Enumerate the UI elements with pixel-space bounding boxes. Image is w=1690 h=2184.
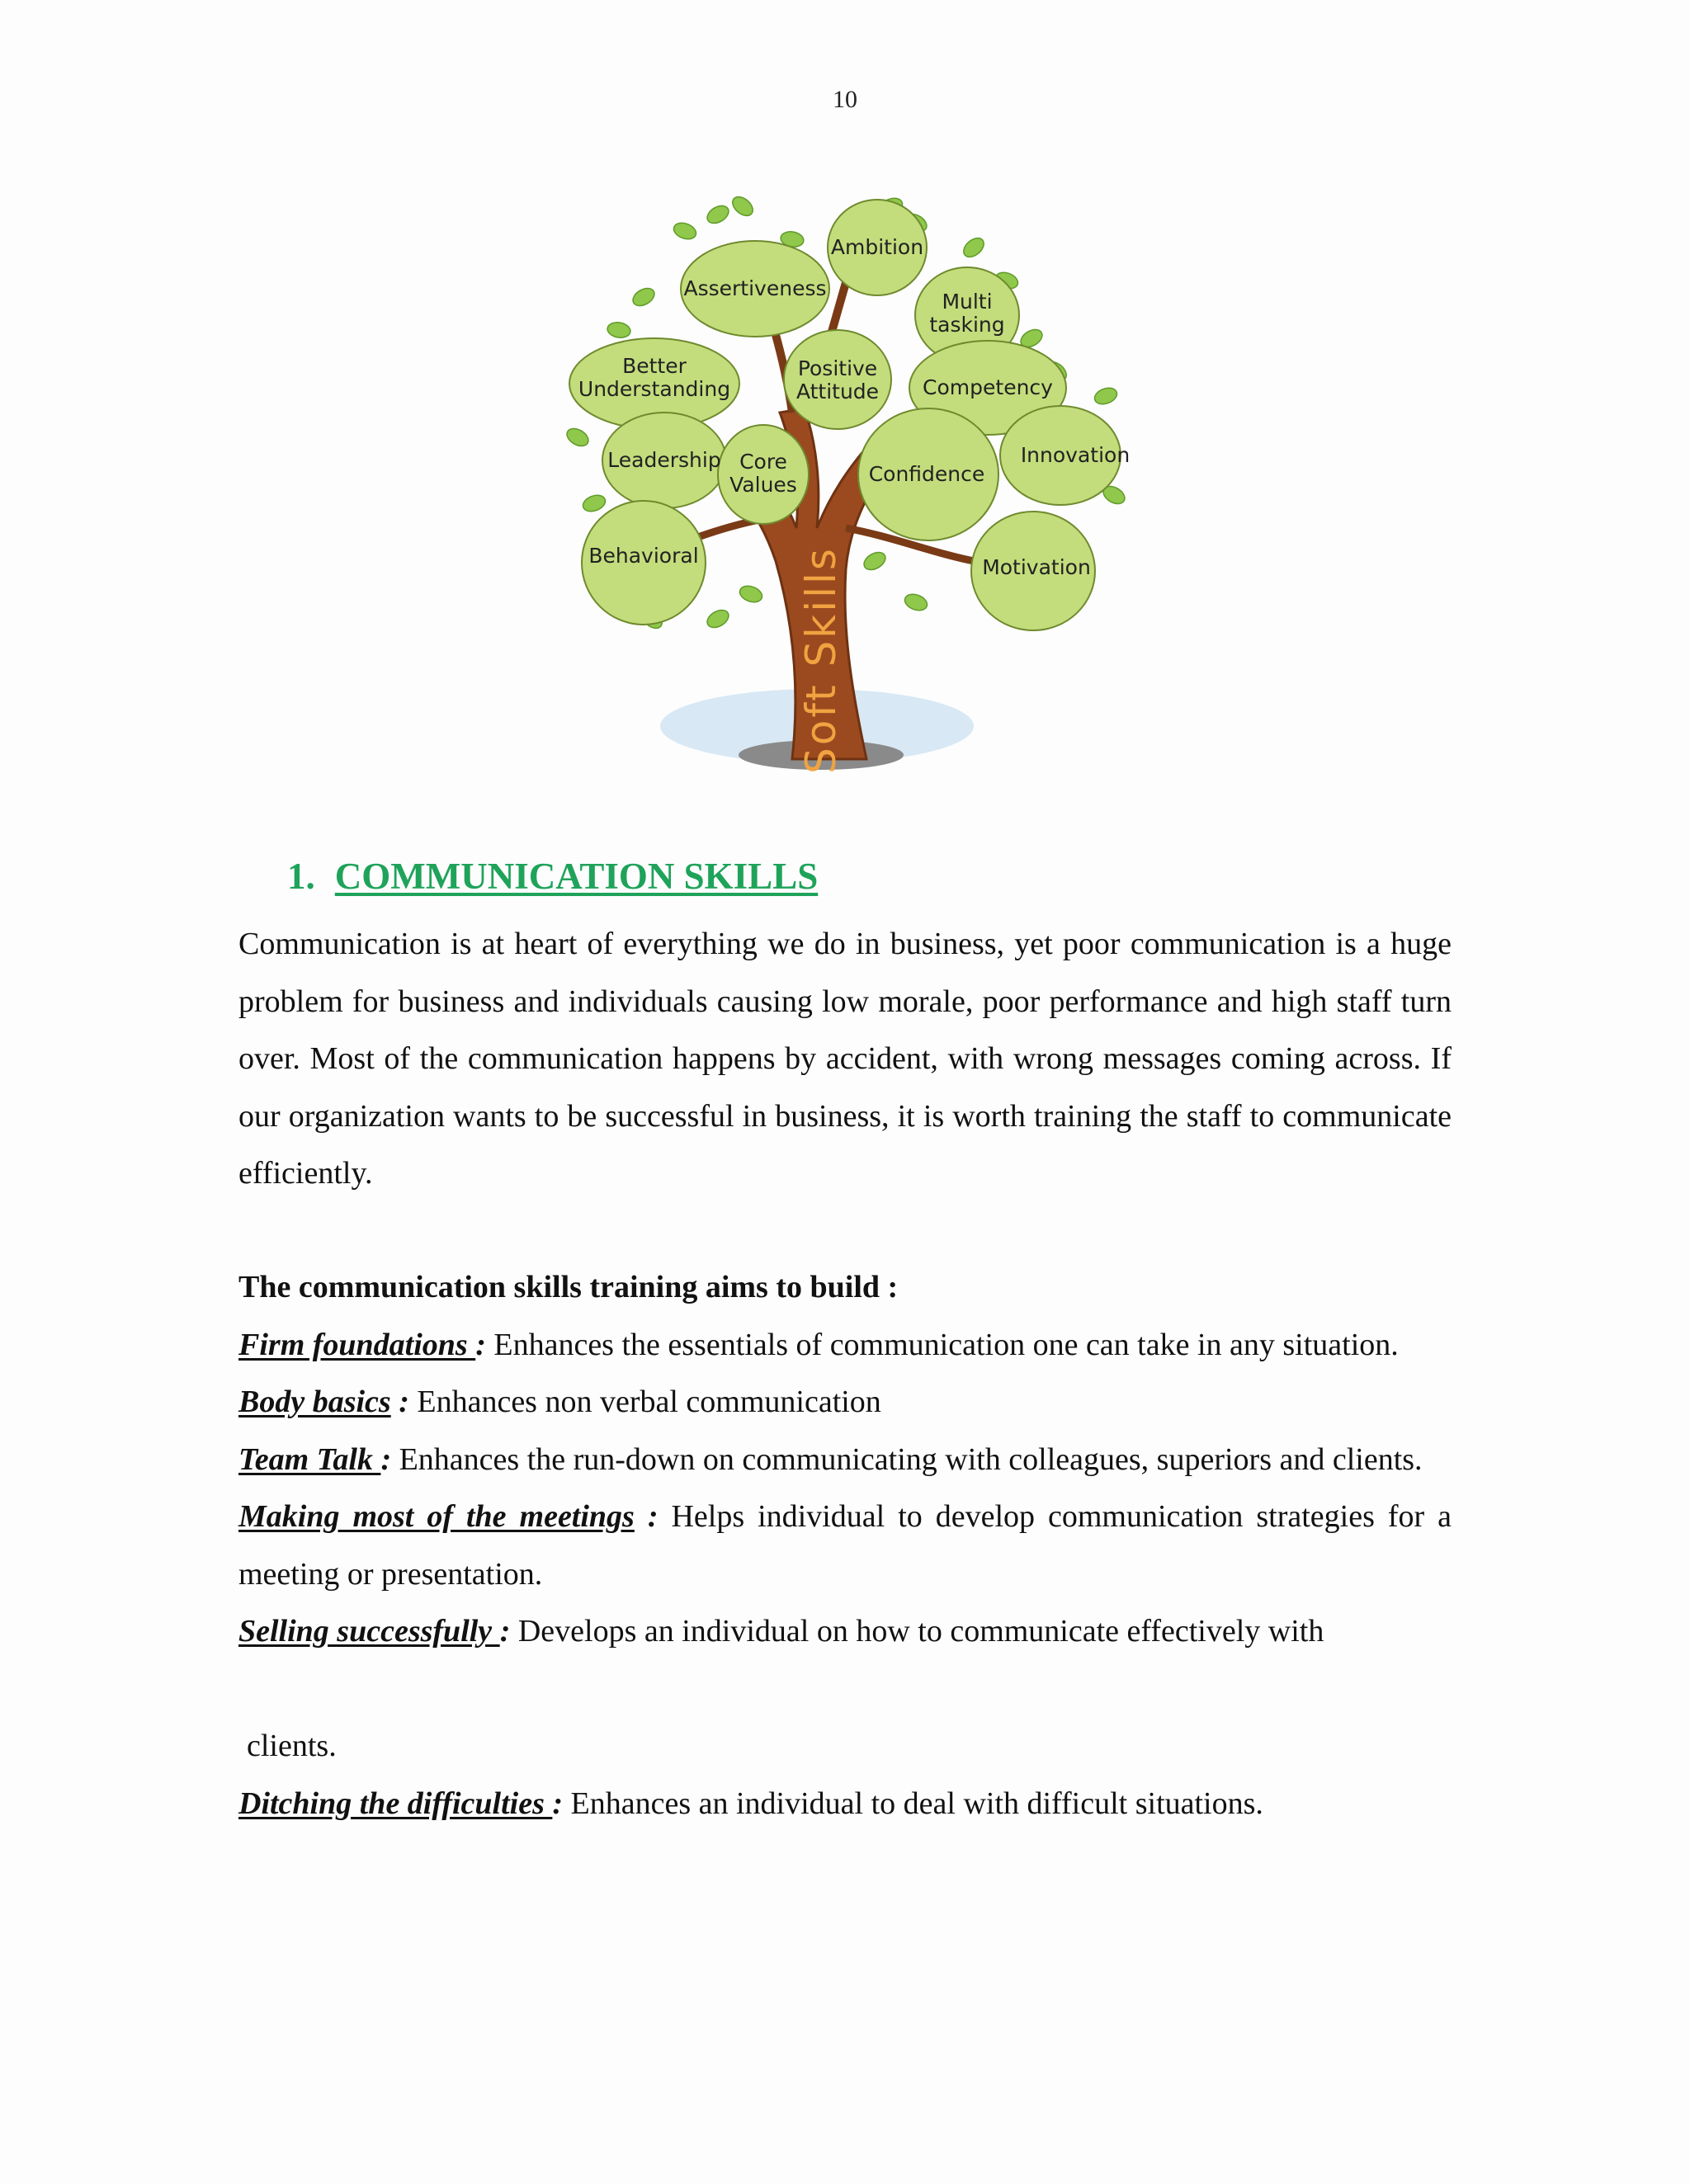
- intro-paragraph: Communication is at heart of everything we do in business, yet poor communication is a huge problem for business and individuals causing low morale, poor performance and high staff turn over. Most of the communication happens by accident, with wrong messages coming across. If our organization wants to be successful in business, it is worth training the staff to communicate efficiently.: [238, 927, 1452, 1191]
- label-multi: Multi: [942, 290, 993, 314]
- label-ambition: Ambition: [830, 235, 924, 259]
- page-number: 10: [833, 86, 857, 113]
- label-confidence: Confidence: [868, 462, 985, 486]
- label-competency: Competency: [923, 375, 1053, 399]
- soft-skills-tree-illustration: [545, 173, 1155, 784]
- aim-term: Ditching the difficulties: [238, 1785, 553, 1821]
- label-tasking: tasking: [929, 313, 1005, 337]
- label-values: Values: [729, 473, 797, 497]
- aims-block: [238, 1259, 1452, 1833]
- aim-selling-tail: clients.: [247, 1729, 337, 1763]
- aim-text: Enhances non verbal communication: [408, 1384, 881, 1419]
- aims-heading: The communication skills training aims to build :: [238, 1270, 899, 1304]
- label-behavioral: Behavioral: [588, 544, 699, 568]
- aim-text: Enhances the run-down on communicating with colleagues, superiors and clients.: [391, 1441, 1423, 1477]
- section-number: 1.: [287, 856, 315, 897]
- aim-term: Firm foundations: [238, 1327, 476, 1362]
- aim-item-body-basics: Body basics : Enhances non verbal communication: [238, 1384, 881, 1419]
- soft-skills-tree-figure: [545, 173, 1155, 784]
- label-assertiveness: Assertiveness: [683, 276, 827, 300]
- aim-text: Helps individual to develop communication strategies for a meeting or presentation.: [238, 1499, 1452, 1592]
- aim-text: Enhances an individual to deal with difficult situations.: [563, 1785, 1263, 1821]
- label-core: Core: [739, 450, 787, 474]
- label-understanding: Understanding: [578, 377, 731, 401]
- label-better: Better: [622, 354, 687, 378]
- aim-text: Develops an individual on how to communicate effectively with: [510, 1614, 1324, 1649]
- section-heading: [287, 855, 818, 898]
- aim-term: Team Talk: [238, 1441, 381, 1477]
- aim-item-firm-foundations: Firm foundations : Enhances the essentials of communication one can take in any situation.: [238, 1327, 1399, 1362]
- aim-item-selling-successfully: Selling successfully : Develops an individual on how to communicate effectively with: [238, 1614, 1324, 1649]
- label-attitude: Attitude: [795, 380, 880, 403]
- aim-item-making-most-of-meetings: Making most of the meetings : Helps individual to develop communication strategies for a meeting or presentation.: [238, 1499, 1452, 1592]
- aim-item-ditching-difficulties: Ditching the difficulties : Enhances an individual to deal with difficult situations.: [238, 1785, 1263, 1821]
- trunk-label: Soft Skills: [797, 546, 845, 774]
- aim-item-team-talk: Team Talk : Enhances the run-down on communicating with colleagues, superiors and clients.: [238, 1441, 1423, 1477]
- label-leadership: Leadership: [607, 448, 721, 472]
- aim-term: Body basics: [238, 1384, 391, 1419]
- aim-term: Making most of the meetings: [238, 1499, 635, 1534]
- label-motivation: Motivation: [982, 555, 1091, 579]
- intro-paragraph-block: [238, 916, 1452, 1203]
- label-positive: Positive: [797, 356, 878, 380]
- aim-text: Enhances the essentials of communication one can take in any situation.: [485, 1327, 1399, 1362]
- label-innovation: Innovation: [1020, 443, 1131, 467]
- section-title: COMMUNICATION SKILLS: [334, 856, 819, 897]
- aim-term: Selling successfully: [238, 1614, 500, 1649]
